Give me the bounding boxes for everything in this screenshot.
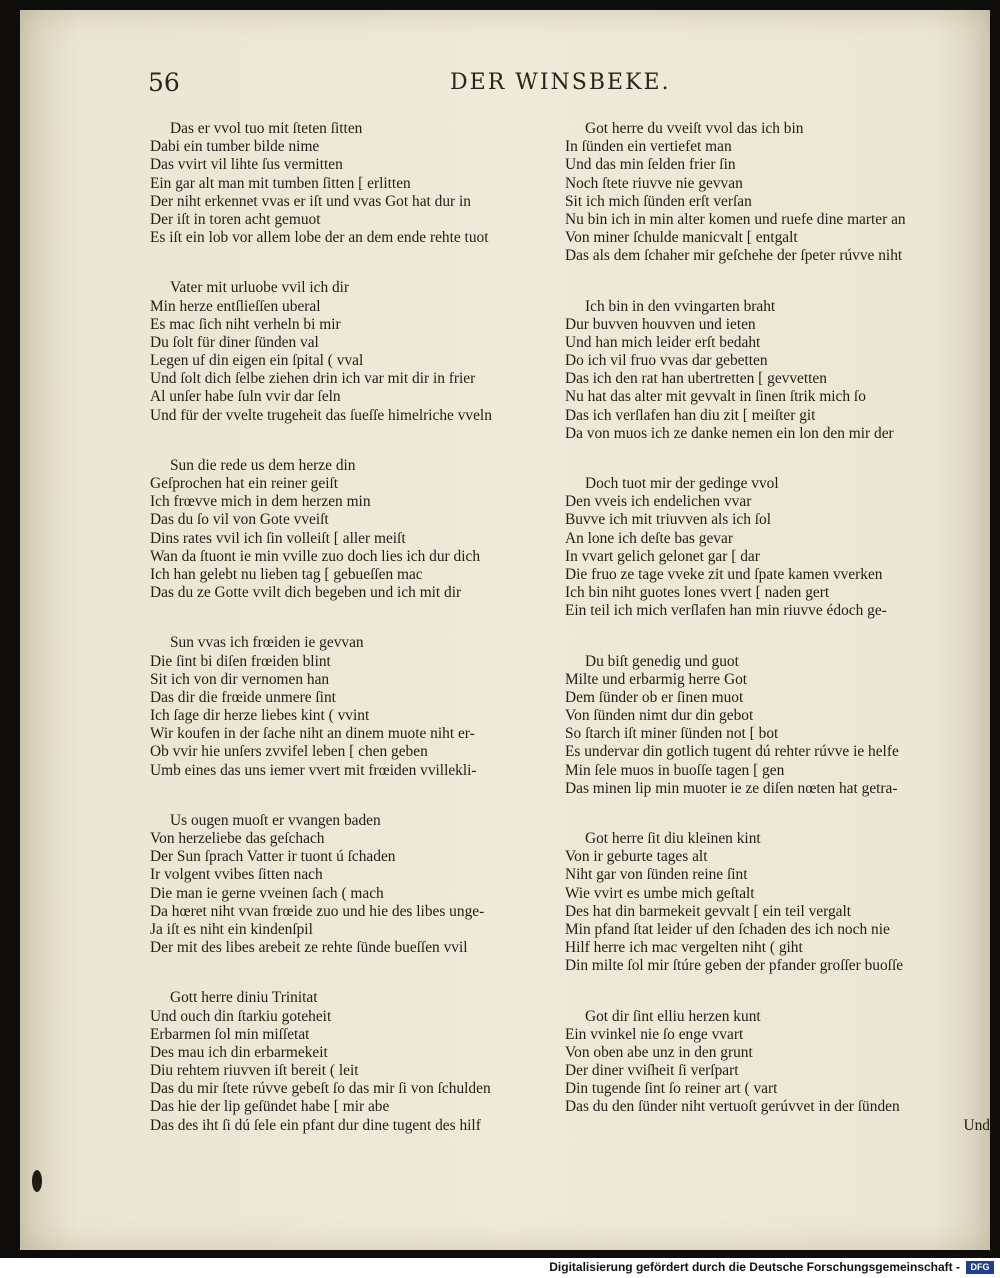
- stanza: [565, 120, 990, 266]
- verse-line: Es mac ſich niht verheln bi mir: [150, 315, 341, 333]
- verse-line: Din milte ſol mir ſtúre geben der pfander groſſer buoſſe: [565, 957, 904, 975]
- verse-line: Got dir ſint elliu herzen kunt: [585, 1007, 761, 1025]
- page-number: 56: [148, 68, 180, 97]
- verse-line: Der niht erkennet vvas er iſt und vvas Got hat dur in: [150, 192, 471, 210]
- verse-line: Und: [963, 1116, 990, 1134]
- right-text-column: [565, 120, 990, 1167]
- verse-line: Got herre du vveiſt vvol das ich bin: [585, 120, 804, 137]
- verse-line: Das ich verſlafen han diu zit [ meiſter git: [565, 406, 816, 424]
- verse-line: Und ouch din ſtarkiu goteheit: [150, 1007, 332, 1025]
- verse-line: In ſünden ein vertiefet man: [565, 138, 732, 156]
- verse-line: Din tugende ſint ſo reiner art ( vart: [565, 1080, 778, 1098]
- verse-line: Erbarmen ſol min miſſetat: [150, 1025, 310, 1043]
- left-text-column: [150, 120, 550, 1167]
- verse-line: Buvve ich mit triuvven als ich ſol: [565, 511, 772, 529]
- verse-line: Das minen lip min muoter ie ze diſen nœten hat getra-: [565, 779, 898, 797]
- verse-line: Geſprochen hat ein reiner geiſt: [150, 475, 339, 492]
- verse-line: Min pfand ſtat leider uf den ſchaden des ich noch nie: [565, 920, 890, 938]
- verse-line: Sun die rede us dem herze din: [170, 456, 356, 474]
- verse-line: Von ir geburte tages alt: [565, 848, 708, 866]
- verse-line: Dur buvven houvven und ieten: [565, 315, 756, 333]
- stanza: [150, 812, 550, 958]
- ink-blot: [32, 1170, 42, 1192]
- verse-line: Umb eines das uns iemer vvert mit frœiden vvillekli-: [150, 761, 477, 779]
- verse-line: Diu rehtem riuvven iſt bereit ( leit: [150, 1062, 359, 1080]
- verse-line: Und für der vvelte trugeheit das ſueſſe himelriche vveln: [150, 406, 492, 424]
- verse-line: Al unſer habe ſuln vvir dar ſeln: [150, 388, 341, 406]
- verse-line: Sit ich mich ſünden erſt verſan: [565, 192, 752, 210]
- verse-line: Wan da ſtuont ie min vville zuo doch lies ich dur dich: [150, 547, 481, 565]
- verse-line: Der iſt in toren acht gemuot: [150, 210, 321, 228]
- stanza: [565, 1008, 990, 1135]
- verse-line: Die ſint bi diſen frœiden blint: [150, 652, 331, 670]
- funding-credit: Digitalisierung gefördert durch die Deutsche Forschungsgemeinschaft -: [549, 1260, 960, 1274]
- verse-line: Von ſünden nimt dur din gebot: [565, 707, 754, 725]
- verse-line: Das vvirt vil lihte ſus vermitten: [150, 156, 343, 174]
- verse-line: Ob vvir hie unſers zvvifel leben [ chen geben: [150, 743, 428, 761]
- verse-line: Da hœret niht vvan frœide zuo und hie des libes unge-: [150, 902, 485, 920]
- verse-line: Us ougen muoſt er vvangen baden: [170, 811, 381, 829]
- verse-line: Du biſt genedig und guot: [585, 652, 739, 670]
- dfg-logo: DFG: [966, 1261, 994, 1274]
- verse-line: Das du den ſünder niht vertuoſt gerúvvet in der ſünden: [565, 1098, 900, 1116]
- verse-line: Nu hat das alter mit gevvalt in ſinen ſtrik mich ſo: [565, 388, 866, 406]
- verse-line: Die fruo ze tage vveke zit und ſpate kamen vverken: [565, 565, 883, 583]
- verse-line: Der Sun ſprach Vatter ir tuont ú ſchaden: [150, 848, 396, 866]
- stanza: [150, 989, 550, 1135]
- verse-line: Das dir die frœide unmere ſint: [150, 688, 336, 706]
- verse-line: Gott herre diniu Trinitat: [170, 989, 318, 1007]
- verse-line: Wir koufen in der ſache niht an dinem muote niht er-: [150, 725, 475, 743]
- verse-line: Dins rates vvil ich ſin volleiſt [ aller meiſt: [150, 529, 406, 547]
- verse-line: Das du ze Gotte vvilt dich begeben und ich mit dir: [150, 584, 462, 602]
- verse-line: Der diner vviſheit ſi verſpart: [565, 1062, 739, 1080]
- verse-line: Got herre ſit diu kleinen kint: [585, 830, 761, 847]
- verse-line: Das hie der lip geſündet habe [ mir abe: [150, 1098, 390, 1116]
- stanza: [565, 830, 990, 976]
- stanza: [565, 298, 990, 444]
- verse-line: Milte und erbarmig herre Got: [565, 670, 748, 688]
- verse-line: Das du ſo vil von Gote vveiſt: [150, 511, 329, 529]
- page-header: [20, 68, 990, 108]
- verse-line: Nu bin ich in min alter komen und ruefe dine marter an: [565, 210, 906, 228]
- verse-line: Den vveis ich endelichen vvar: [565, 493, 752, 511]
- verse-line: Dem ſünder ob er ſinen muot: [565, 688, 744, 706]
- stanza: [150, 120, 550, 247]
- verse-line: Ja iſt es niht ein kindenſpil: [150, 920, 313, 938]
- verse-line: Niht gar von ſünden reine ſint: [565, 866, 748, 884]
- verse-line: Sit ich von dir vernomen han: [150, 670, 330, 688]
- footer-bar: [0, 1258, 1000, 1278]
- verse-line: Das als dem ſchaher mir geſchehe der ſpeter rúvve niht: [565, 247, 903, 265]
- verse-line: Der mit des libes arebeit ze rehte ſünde bueſſen vvil: [150, 939, 468, 957]
- verse-line: Das du mir ſtete rúvve gebeſt ſo das mir ſi von ſchulden: [150, 1080, 491, 1098]
- verse-line: So ſtarch iſt miner ſünden not [ bot: [565, 725, 779, 743]
- verse-line: Die man ie gerne vveinen ſach ( mach: [150, 884, 384, 902]
- verse-line: Es undervar din gotlich tugent dú rehter rúvve ie helfe: [565, 743, 899, 761]
- verse-line: Do ich vil fruo vvas dar gebetten: [565, 352, 768, 370]
- verse-line: Von oben abe unz in den grunt: [565, 1043, 753, 1061]
- verse-line: Min ſele muos in buoſſe tagen [ gen: [565, 761, 785, 779]
- verse-line: Hilf herre ich mac vergelten niht ( giht: [565, 939, 803, 957]
- verse-line: Vater mit urluobe vvil ich dir: [170, 279, 350, 297]
- stanza: [150, 457, 550, 603]
- verse-line: Das er vvol tuo mit ſteten ſitten: [170, 120, 363, 137]
- book-page: [20, 10, 990, 1250]
- verse-line: Ein gar alt man mit tumben ſitten [ erlitten: [150, 174, 411, 192]
- verse-line: Du ſolt für diner ſünden val: [150, 333, 319, 351]
- verse-line: An lone ich deſte bas gevar: [565, 529, 733, 547]
- verse-line: Ir volgent vvibes ſitten nach: [150, 866, 323, 884]
- verse-line: Des hat din barmekeit gevvalt [ ein teil vergalt: [565, 902, 852, 920]
- verse-line: Ich ſage dir herze liebes kint ( vvint: [150, 707, 370, 725]
- verse-line: Min herze entſlieſſen uberal: [150, 297, 321, 315]
- verse-line: Des mau ich din erbarmekeit: [150, 1043, 328, 1061]
- verse-line: Und ſolt dich ſelbe ziehen drin ich var mit dir in frier: [150, 370, 476, 388]
- verse-line: Ich bin niht guotes lones vvert [ naden gert: [565, 584, 830, 602]
- verse-line: Es iſt ein lob vor allem lobe der an dem ende rehte tuot: [150, 229, 489, 247]
- verse-line: Ich bin in den vvingarten braht: [585, 297, 776, 315]
- verse-line: Ein vvinkel nie ſo enge vvart: [565, 1025, 744, 1043]
- verse-line: Doch tuot mir der gedinge vvol: [585, 475, 779, 492]
- verse-line: Dabi ein tumber bilde nime: [150, 138, 320, 156]
- verse-line: Ein teil ich mich verſlafen han min riuvve édoch ge-: [565, 602, 887, 620]
- verse-line: Das ich den rat han ubertretten [ gevvetten: [565, 370, 827, 388]
- verse-line: Da von muos ich ze danke nemen ein lon den mir der: [565, 424, 894, 442]
- stanza: [565, 653, 990, 799]
- stanza: [565, 475, 990, 621]
- verse-line: Ich frœvve mich in dem herzen min: [150, 493, 371, 511]
- verse-line: Und han mich leider erſt bedaht: [565, 333, 761, 351]
- verse-line: Noch ſtete riuvve nie gevvan: [565, 174, 743, 192]
- verse-line: In vvart gelich gelonet gar [ dar: [565, 547, 760, 565]
- verse-line: Von herzeliebe das geſchach: [150, 830, 325, 847]
- running-head-title: DER WINSBEKE.: [450, 70, 671, 95]
- verse-line: Von miner ſchulde manicvalt [ entgalt: [565, 229, 798, 247]
- stanza: [150, 279, 550, 425]
- verse-line: Sun vvas ich frœiden ie gevvan: [170, 634, 364, 652]
- stanza: [150, 634, 550, 780]
- verse-line: Legen uf din eigen ein ſpital ( vval: [150, 352, 364, 370]
- verse-line: Und das min ſelden frier ſin: [565, 156, 736, 174]
- verse-line: Das des iht ſi dú ſele ein pfant dur dine tugent des hilf: [150, 1116, 481, 1134]
- verse-line: Wie vvirt es umbe mich geſtalt: [565, 884, 755, 902]
- verse-line: Ich han gelebt nu lieben tag [ gebueſſen mac: [150, 565, 423, 583]
